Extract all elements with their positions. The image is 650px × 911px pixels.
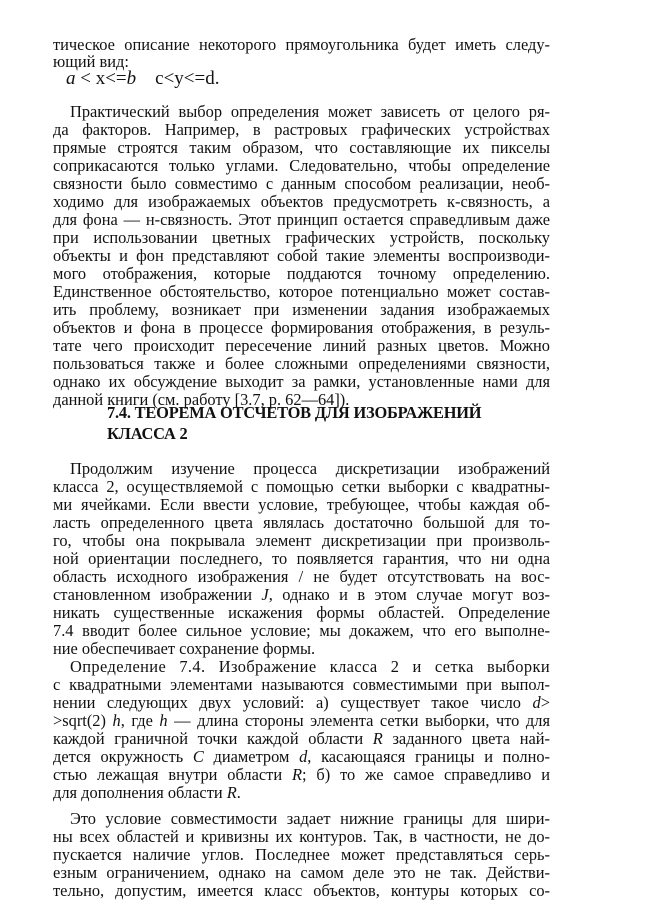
text-line: данной книги (см. работу [3.7, p. 62—64]). <box>53 390 350 409</box>
text-line: никать существенные искажения формы областей. Определение <box>53 603 550 622</box>
definition-line: каждой граничной точки каждой области R заданного цвета най- <box>53 729 550 748</box>
text-line: пользоваться также и более сложными определениями связности, <box>53 354 550 373</box>
definition-line: дется окружность C диаметром d, касающаяся границы и полно- <box>53 747 551 766</box>
text-line: прямые строятся таким образом, что составляющие их пикселы <box>53 138 550 157</box>
definition-line: с квадратными элементами называются совместимыми при выпол- <box>53 675 550 694</box>
text-line: объектов и фона в процессе формирования отображения, в резуль- <box>53 318 550 337</box>
definition-line: стью лежащая внутри области R; б) то же самое справедливо и <box>53 765 550 784</box>
text-line: становленном изображении J, однако и в этом случае могут воз- <box>53 585 550 604</box>
definition-line: нении следующих двух условий: а) существует такое число d> <box>53 693 550 712</box>
text-line: ми ячейками. Если ввести условие, требующее, чтобы каждая об- <box>53 495 550 514</box>
definition-line: для дополнения области R. <box>53 783 241 802</box>
text-line: для фона — н-связность. Этот принцип остается справедливым даже <box>53 210 550 229</box>
text-line: Единственное обстоятельство, которое потенциально может состав- <box>53 282 550 301</box>
text-line: мого отображения, которые поддаются точному определению. <box>53 264 550 283</box>
text-line: да факторов. Например, в растровых графических устройствах <box>53 120 550 139</box>
text-line: тическое описание некоторого прямоугольника будет иметь следу- <box>53 35 550 54</box>
text-line: Это условие совместимости задает нижние границы для шири- <box>70 809 550 828</box>
text-line: область исходного изображения / не будет отсутствовать на вос- <box>53 567 550 586</box>
text-line: пускается наличие углов. Последнее может представляться серь- <box>53 845 550 864</box>
text-line: связности было совместимо с данным способом реализации, необ- <box>53 174 550 193</box>
text-line: ходимо для изображаемых объектов предусмотреть к-связность, а <box>53 192 550 211</box>
text-line: ной ориентации последнего, то появляется гарантия, что ни одна <box>53 549 550 568</box>
inequality-formula: a < x<=b c<y<=d. <box>66 68 220 89</box>
text-line: при использовании цветных графических устройств, поскольку <box>53 228 550 247</box>
text-line: ны всех областей и кривизны их контуров. Так, в частности, не до- <box>53 827 550 846</box>
text-line: ласть определенного цвета являлась достаточно большой для то- <box>53 513 550 532</box>
section-heading: 7.4. ТЕОРЕМА ОТСЧЕТОВ ДЛЯ ИЗОБРАЖЕНИЙ <box>107 403 482 422</box>
text-line: тате чего происходит пересечение линий разных цветов. Можно <box>53 336 550 355</box>
section-heading-continued: КЛАССА 2 <box>107 424 188 443</box>
text-line: объекты и фон представляют собой такие элементы воспроизводи- <box>53 246 550 265</box>
text-line: ющий вид: <box>53 52 129 71</box>
text-line: класса 2, осуществляемой с помощью сетки выборки с квадратны- <box>53 477 550 496</box>
text-line: езным ограничением, однако на самом деле это не так. Действи- <box>53 863 550 882</box>
definition-line: >sqrt(2) h, где h — длина стороны элемента сетки выборки, что для <box>53 711 550 730</box>
text-line: ние обеспечивает сохранение формы. <box>53 639 316 658</box>
text-line: Продолжим изучение процесса дискретизации изображений <box>70 459 550 478</box>
text-line: тельно, допустим, имеется класс объектов, контуры которых со- <box>53 881 550 900</box>
text-line: однако их обсуждение выходит за рамки, установленные нами для <box>53 372 550 391</box>
text-line: ить проблему, возникает при изменении задания изображаемых <box>53 300 550 319</box>
text-line: Практический выбор определения может зависеть от целого ря- <box>70 102 550 121</box>
text-line: го, чтобы она покрывала элемент дискретизации при произволь- <box>53 531 550 550</box>
text-line: 7.4 вводит более сильное условие; мы докажем, что его выполне- <box>53 621 550 640</box>
definition-line: Определение 7.4. Изображение класса 2 и сетка выборки <box>70 657 550 676</box>
text-line: соприкасаются только углами. Следовательно, чтобы определение <box>53 156 550 175</box>
